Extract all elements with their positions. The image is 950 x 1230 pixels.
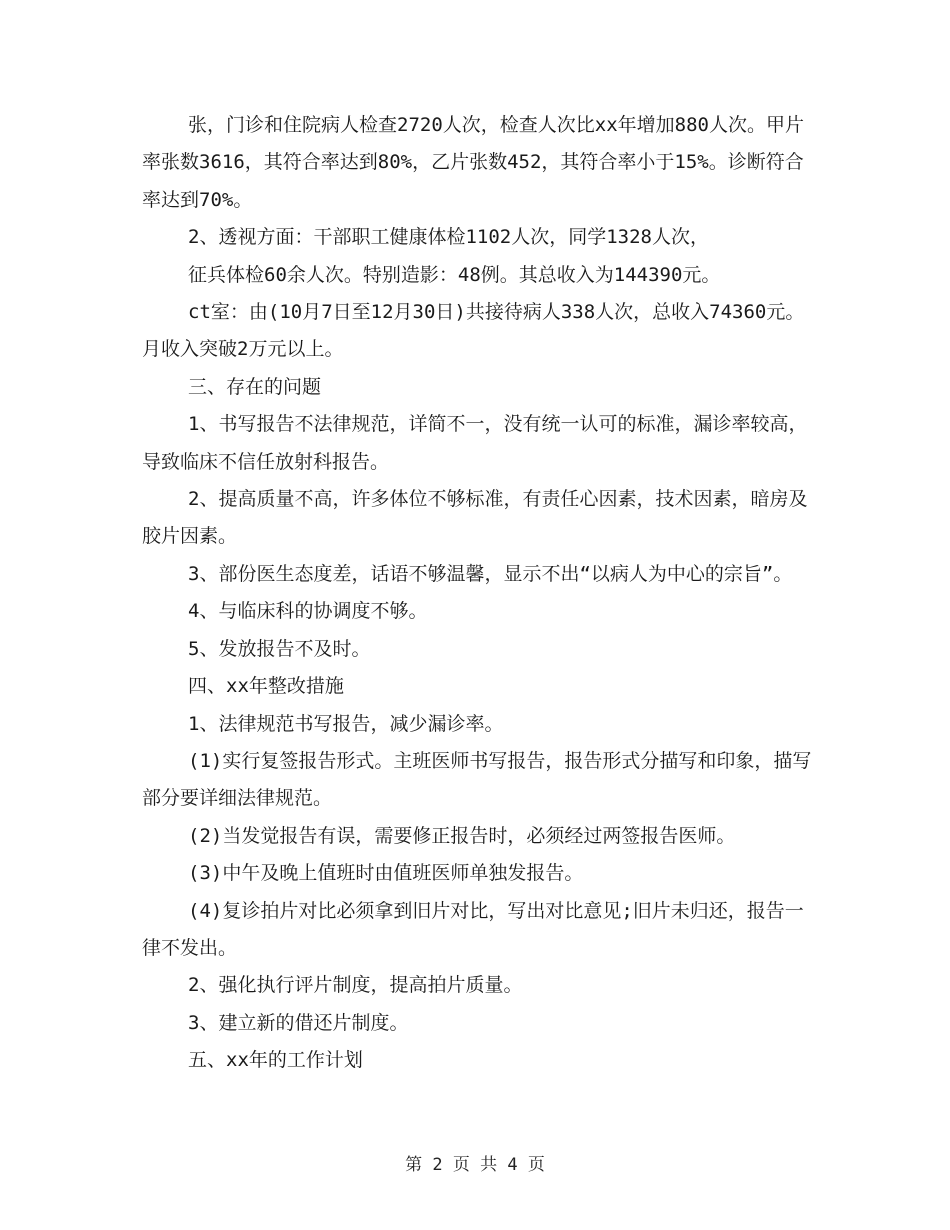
paragraph: 2、提高质量不高，许多体位不够标准，有责任心因素，技术因素，暗房及胶片因素。 (142, 488, 808, 548)
section-heading: 三、存在的问题 (188, 375, 322, 398)
paragraph: (3)中午及晚上值班时由值班医师单独发报告。 (188, 862, 584, 885)
paragraph: 征兵体检60余人次。特别造影：48例。其总收入为144390元。 (188, 263, 721, 286)
section-heading: 五、xx年的工作计划 (188, 1049, 363, 1072)
section-heading: 四、xx年整改措施 (188, 675, 344, 698)
page-number-footer: 第 2 页 共 4 页 (405, 1155, 545, 1175)
paragraph: 5、发放报告不及时。 (188, 637, 371, 660)
paragraph: (2)当发觉报告有误，需要修正报告时，必须经过两签报告医师。 (188, 824, 736, 847)
paragraph: (4)复诊拍片对比必须拿到旧片对比，写出对比意见;旧片未归还，报告一律不发出。 (142, 899, 804, 959)
paragraph: 3、建立新的借还片制度。 (188, 1011, 409, 1034)
paragraph: 3、部份医生态度差，话语不够温馨，显示不出“以病人为中心的宗旨”。 (188, 562, 793, 585)
paragraph: 2、强化执行评片制度，提高拍片质量。 (188, 974, 523, 997)
paragraph: 张，门诊和住院病人检查2720人次，检查人次比xx年增加880人次。甲片率张数3616，其符合率达到80%，乙片张数452，其符合率小于15%。诊断符合率达到70%。 (142, 114, 804, 211)
paragraph: ct室：由(10月7日至12月30日)共接待病人338人次，总收入74360元。月收入突破2万元以上。 (142, 301, 805, 361)
paragraph: 1、书写报告不法律规范，详简不一，没有统一认可的标准，漏诊率较高，导致临床不信任放射科报告。 (142, 413, 808, 473)
paragraph: 1、法律规范书写报告，减少漏诊率。 (188, 712, 504, 735)
paragraph: 2、透视方面：干部职工健康体检1102人次，同学1328人次， (188, 226, 709, 249)
paragraph: 4、与临床科的协调度不够。 (188, 600, 428, 623)
document-body (142, 107, 812, 1080)
paragraph: (1)实行复签报告形式。主班医师书写报告，报告形式分描写和印象，描写部分要详细法律规范。 (142, 749, 812, 810)
